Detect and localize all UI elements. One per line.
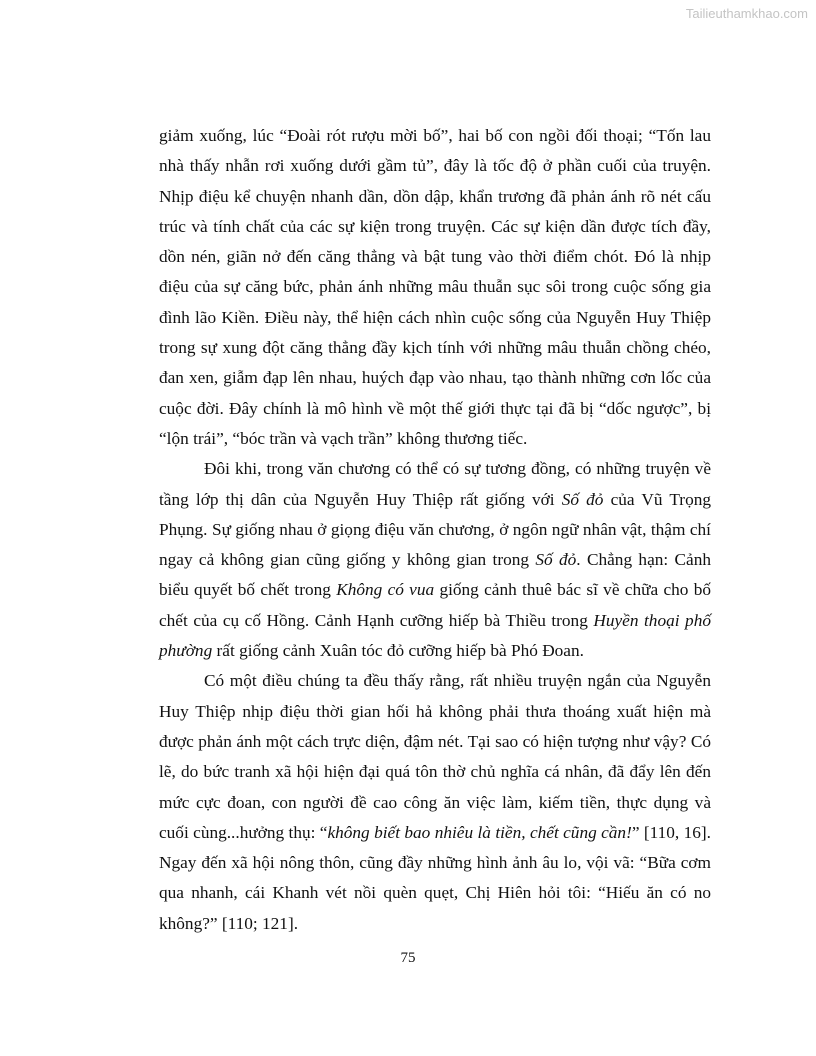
italic-title: Số đỏ [535,550,577,570]
italic-title: Không có vua [336,580,435,600]
text-run: rất giống cảnh Xuân tóc đỏ cưỡng hiếp bà Phó Đoan. [212,641,584,661]
watermark: Tailieuthamkhao.com [685,6,808,21]
text-run: . Chẳng hạn: Cảnh biểu quyết bố chết trong [159,550,712,600]
text-run: ” [110, 16]. Ngay đến xã hội nông thôn, cũng đầy những hình ảnh âu lo, vội vã: “Bữa cơm qua nhanh, cái Khanh vét nồi quèn quẹt, Chị Hiên hỏi tôi: “Hiếu ăn có no không?” [110; 121]. [159,822,711,933]
text-run: Đôi khi, trong văn chương có thể có sự tương đồng, có những truyện về tầng lớp thị dân của Nguyễn Huy Thiệp rất giống với [159,459,711,509]
paragraph [159,121,711,454]
italic-title: Số đỏ [561,489,604,509]
document-body [159,121,711,939]
text-run: giảm xuống, lúc “Đoài rót rượu mời bố”, hai bố con ngồi đối thoại; “Tốn lau nhà thấy nhẫn rơi xuống dưới gầm tủ”, đây là tốc độ ở phần cuối của truyện. Nhịp điệu kể chuyện nhanh dần, dồn dập, khẩn trương đã phản ánh rõ nét cấu trúc và tính chất của các sự kiện trong truyện. Các sự kiện dần được tích đầy, dồn nén, giãn nở đến căng thẳng và bật tung vào thời điểm chót. Đó là nhịp điệu của sự căng bức, phản ánh những mâu thuẫn sục sôi trong cuộc sống gia đình lão Kiền. Điều này, thể hiện cách nhìn cuộc sống của Nguyễn Huy Thiệp trong sự xung đột căng thẳng đầy kịch tính với những mâu thuẫn chồng chéo, đan xen, giẫm đạp lên nhau, huých đạp vào nhau, tạo thành những cơn lốc của cuộc đời. Đây chính là mô hình về một thế giới thực tại đã bị “dốc ngược”, bị “lộn trái”, “bóc trần và vạch trần” không thương tiếc. [159,126,711,448]
paragraph [159,454,711,666]
text-run: của Vũ Trọng Phụng. Sự giống nhau ở giọng điệu văn chương, ở ngôn ngữ nhân vật, thậm chí ngay cả không gian cũng giống y không gian trong [159,489,711,570]
text-run: giống cảnh thuê bác sĩ về chữa cho bố chết của cụ cố Hồng. Cảnh Hạnh cưỡng hiếp bà Thiều trong [159,580,711,630]
page-number: 75 [400,950,416,966]
text-run: Có một điều chúng ta đều thấy rằng, rất nhiều truyện ngắn của Nguyễn Huy Thiệp nhịp điệu thời gian hối hả không phải thưa thoáng xuất hiện mà được phản ánh một cách trực diện, đậm nét. Tại sao có hiện tượng như vậy? Có lẽ, do bức tranh xã hội hiện đại quá tôn thờ chủ nghĩa cá nhân, đã đẩy lên đến mức cực đoan, con người đề cao công ăn việc làm, kiếm tiền, thực dụng và cuối cùng...hưởng thụ: “ [159,671,711,842]
italic-title: Huyền thoại phố phường [159,610,711,661]
paragraph [159,666,711,939]
italic-title: không biết bao nhiêu là tiền, chết cũng cần! [327,822,632,842]
